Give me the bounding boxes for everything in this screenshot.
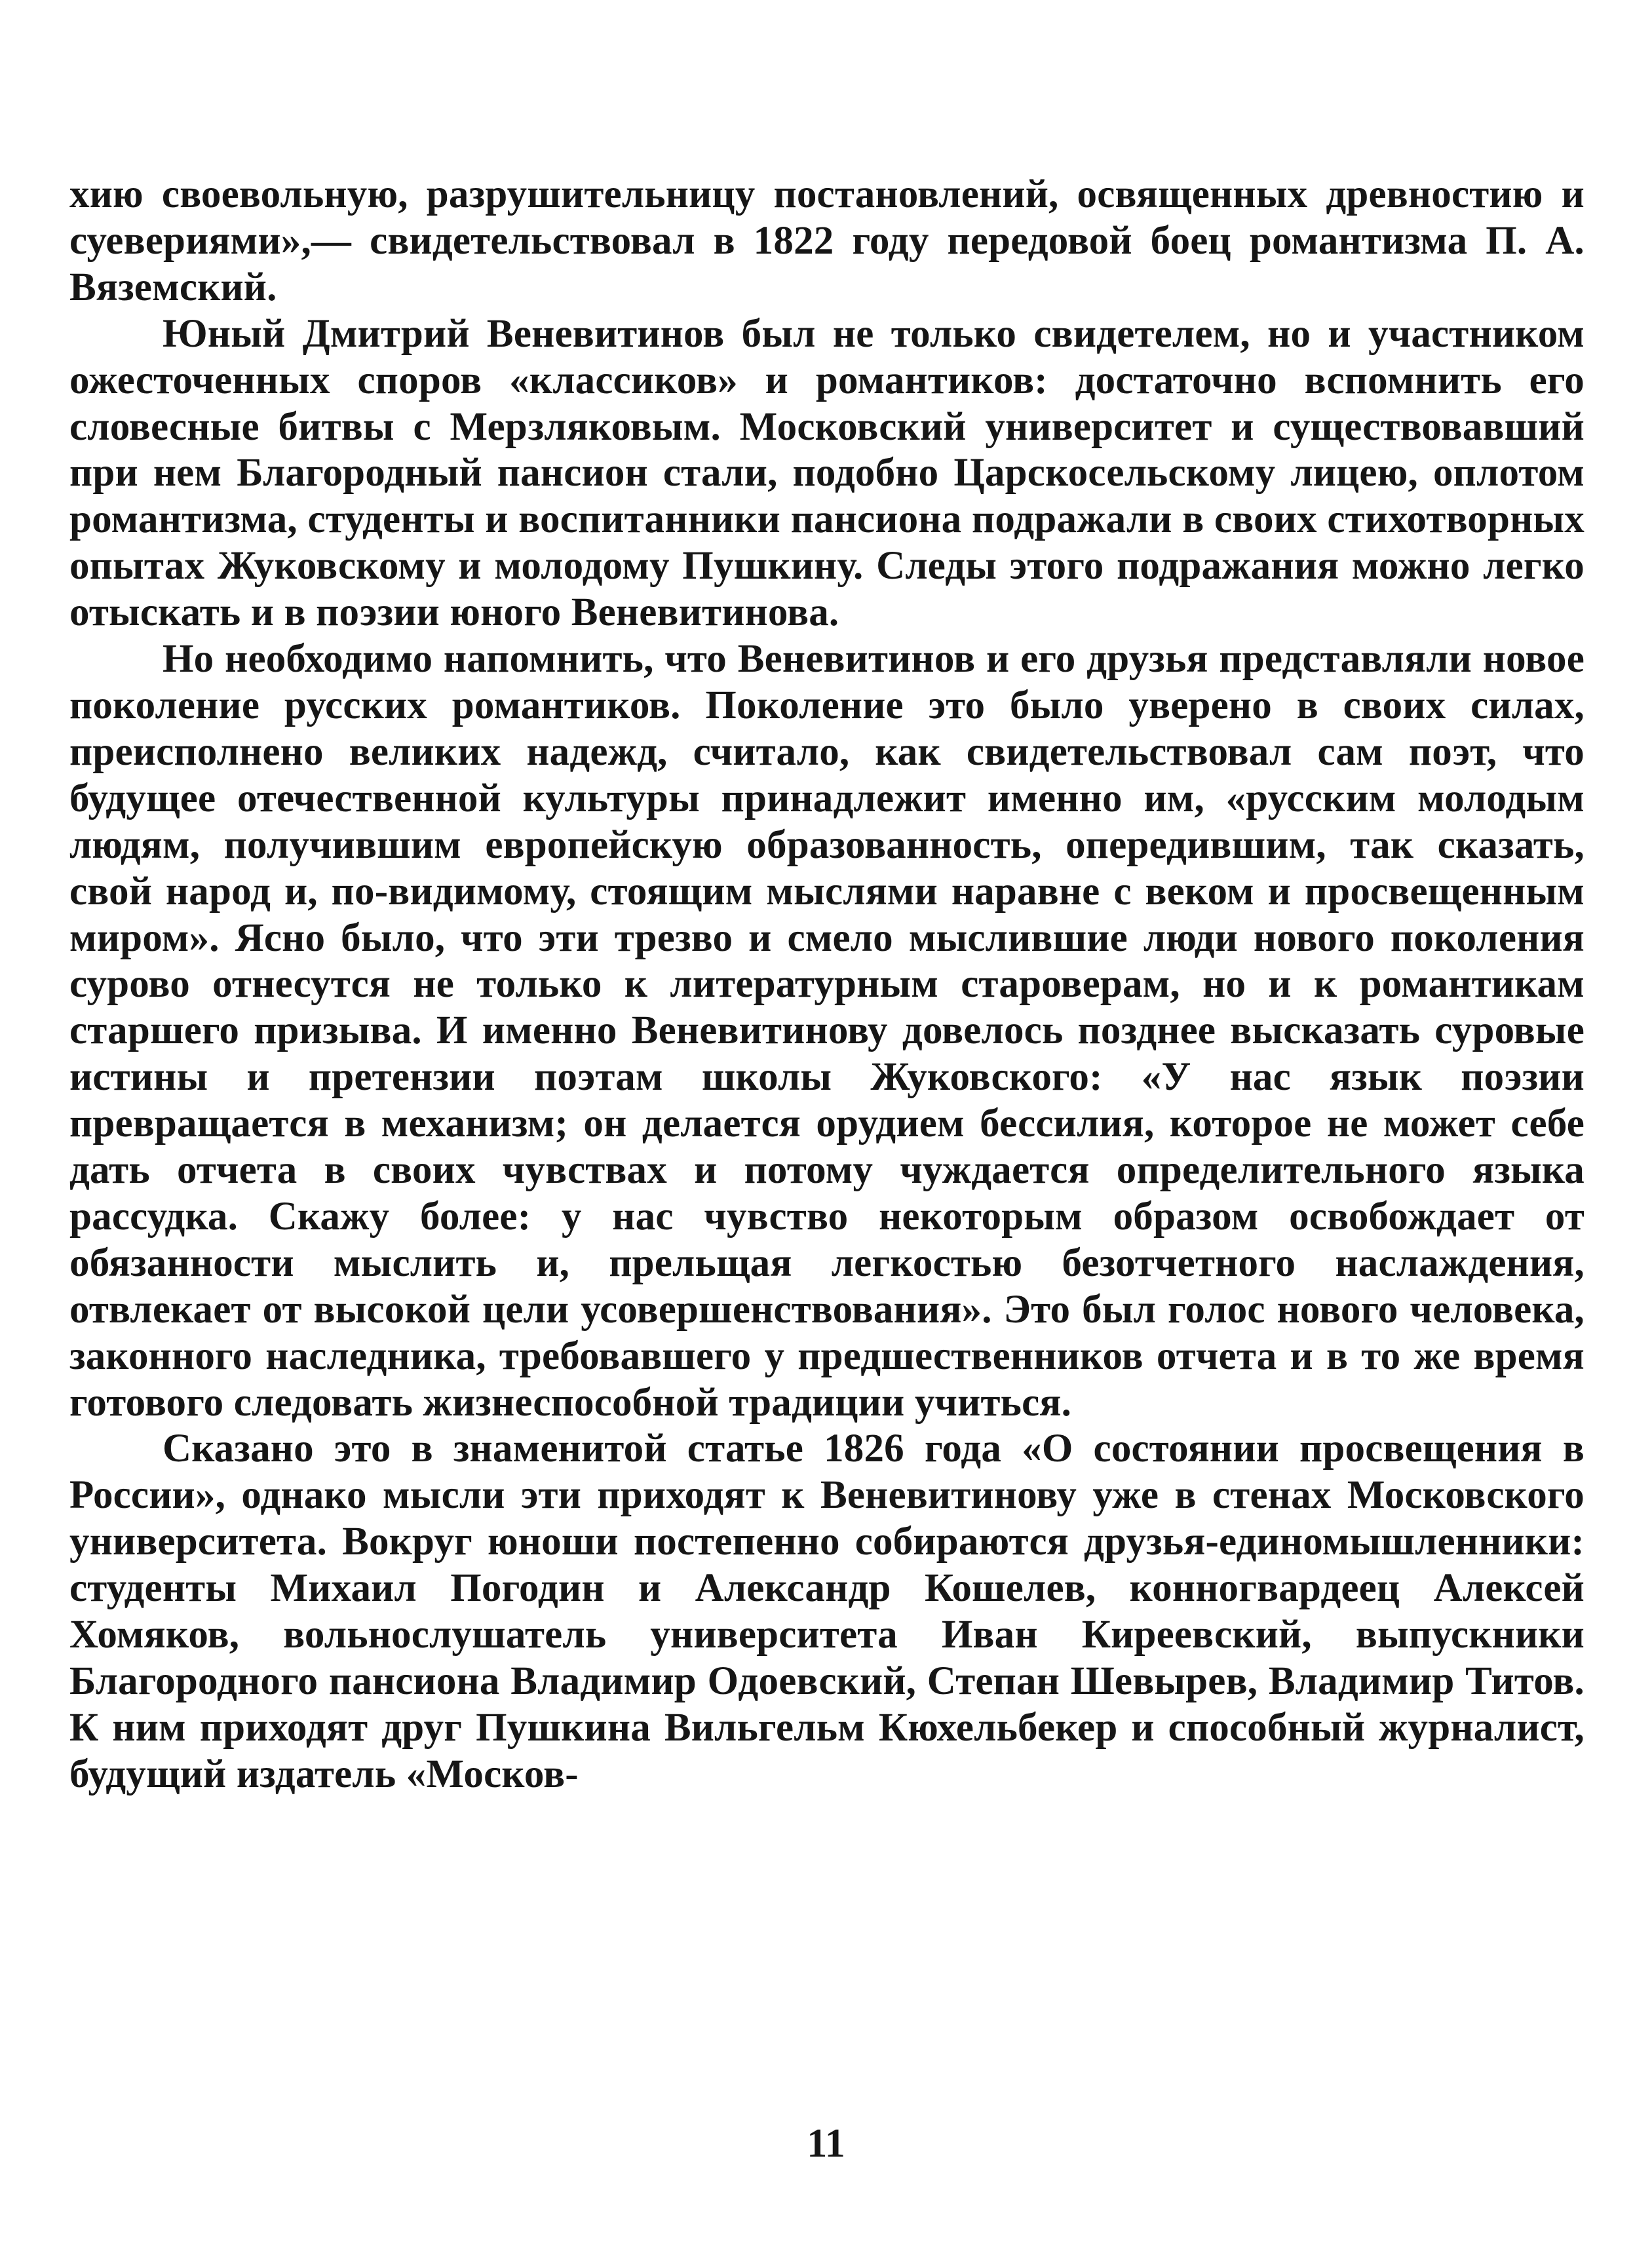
page-number: 11 — [807, 2121, 845, 2166]
body-text — [69, 172, 1585, 1798]
paragraph-new-generation: Но необходимо напомнить, что Веневитинов и его друзья представляли новое поколение русских романтиков. Поколение это было уверено в своих силах, преисполнено великих надежд, считало, как свидетельствовал сам поэт, что будущее отечественной культуры принадлежит именно им, «русским молодым людям, получившим европейскую образованность, опередившим, так сказать, свой народ и, по-видимому, стоящим мыслями наравне с веком и просвещенным миром». Ясно было, что эти трезво и смело мыслившие люди нового поколения сурово отнесутся не только к литературным староверам, но и к романтикам старшего призыва. И именно Веневитинову довелось позднее высказать суровые истины и претензии поэтам школы Жуковского: «У нас язык поэзии превращается в механизм; он делается орудием бессилия, которое не может себе дать отчета в своих чувствах и потому чуждается определительного языка рассудка. Скажу более: у нас чувство некоторым образом освобождает от обязанности мыслить и, прельщая легкостью безотчетного наслаждения, отвлекает от высокой цели усовершенствования». Это был голос нового человека, законного наследника, требовавшего у предшественников отчета и в то же время готового следовать жизнеспособной традиции учиться. — [69, 637, 1585, 1425]
paragraph-continuation: хию своевольную, разрушительницу постановлений, освященных древностию и суевериями»,— свидетельствовал в 1822 году передовой боец романтизма П. А. Вяземский. — [69, 172, 1585, 309]
paragraph-venevitinov-witness: Юный Дмитрий Веневитинов был не только свидетелем, но и участником ожесточенных споров «классиков» и романтиков: достаточно вспомнить его словесные битвы с Мерзляковым. Московский университет и существовавший при нем Благородный пансион стали, подобно Царскосельскому лицею, оплотом романтизма, студенты и воспитанники пансиона подражали в своих стихотворных опытах Жуковскому и молодому Пушкину. Следы этого подражания можно легко отыскать и в поэзии юного Веневитинова. — [69, 311, 1585, 635]
paragraph-article-1826: Сказано это в знаменитой статье 1826 года «О состоянии просвещения в России», однако мысли эти приходят к Веневитинову уже в стенах Московского университета. Вокруг юноши постепенно собираются друзья-единомышленники: студенты Михаил Погодин и Александр Кошелев, конногвардеец Алексей Хомяков, вольнослушатель университета Иван Киреевский, выпускники Благородного пансиона Владимир Одоевский, Степан Шевырев, Владимир Титов. К ним приходят друг Пушкина Вильгельм Кюхельбекер и способный журналист, будущий издатель «Москов- — [69, 1427, 1585, 1796]
